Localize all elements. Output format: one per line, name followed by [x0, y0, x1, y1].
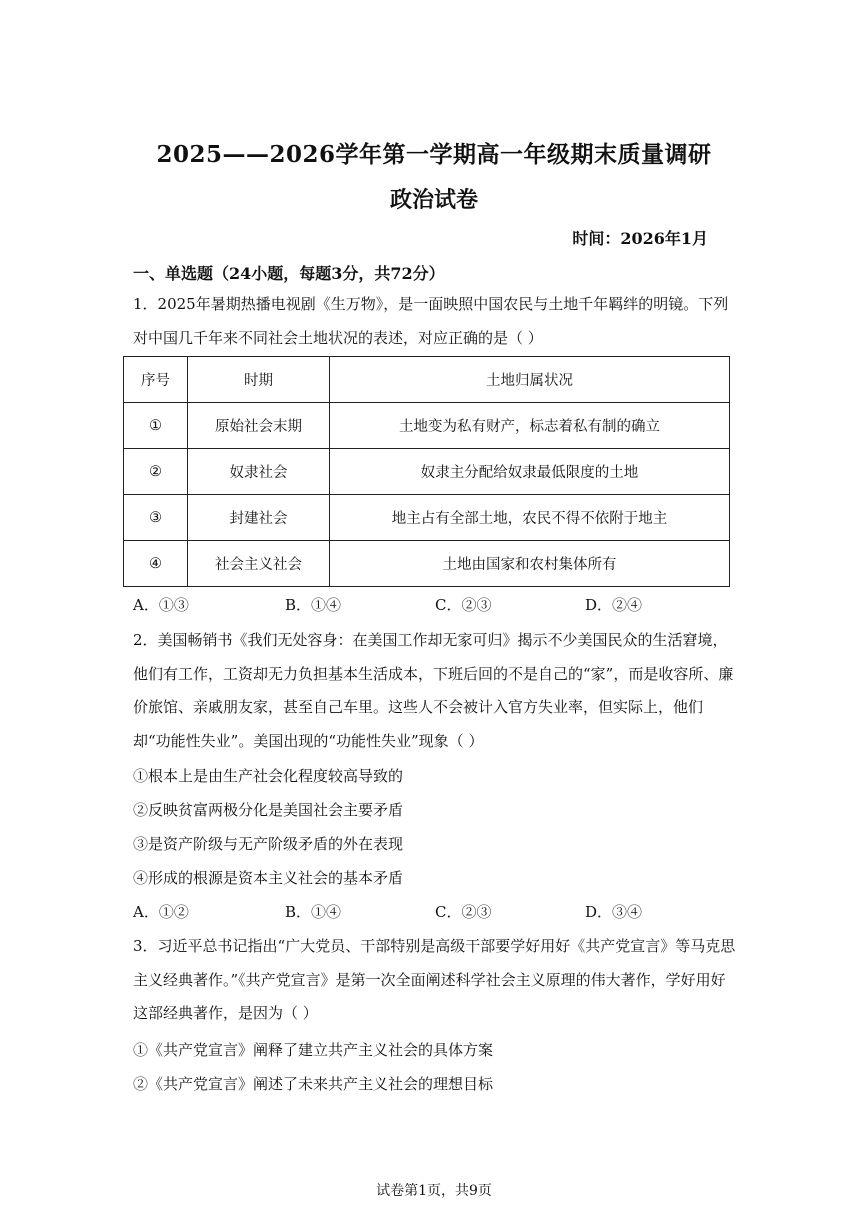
option-c: C．②③ [435, 903, 492, 921]
table-cell: 社会主义社会 [188, 541, 330, 587]
exam-title: 2025——2026学年第一学期高一年级期末质量调研 [156, 141, 712, 168]
page-footer: 试卷第1页，共9页 [376, 1183, 492, 1199]
question-2-stem: 2．美国畅销书《我们无处容身：在美国工作却无家可归》揭示不少美国民众的生活窘境，他们有工作，工资却无力负担基本生活成本，下班后回的不是自己的“家”，而是收容所、廉价旅馆、亲戚朋友家，甚至自己车里。这些人不会被计入官方失业率，但实际上，他们却“功能性失业”。美国出现的“功能性失业”现象（ ） [133, 631, 734, 750]
option-c: C．②③ [435, 596, 492, 614]
table-row [124, 403, 730, 449]
table-header-row [124, 357, 730, 403]
table-cell: 奴隶社会 [188, 449, 330, 495]
question-2-item-2: ②反映贫富两极分化是美国社会主要矛盾 [133, 801, 404, 819]
table-row [124, 495, 730, 541]
option-d: D．②④ [585, 596, 643, 614]
exam-date: 时间：2026年1月 [572, 229, 708, 248]
table-row [124, 449, 730, 495]
question-2-item-4: ④形成的根源是资本主义社会的基本矛盾 [133, 869, 404, 887]
section-heading: 一、单选题（24小题，每题3分，共72分） [133, 264, 445, 283]
question-1-table [123, 356, 730, 587]
table-header-cell: 土地归属状况 [330, 357, 730, 403]
question-2-options [133, 901, 693, 923]
question-3-stem: 3．习近平总书记指出“广大党员、干部特别是高级干部要学好用好《共产党宣言》等马克思主义经典著作。”《共产党宣言》是第一次全面阐述科学社会主义原理的伟大著作，学好用好这部经典著作，是因为（ ） [133, 937, 736, 1022]
table-header-cell: 序号 [124, 357, 188, 403]
table-cell: 土地由国家和农村集体所有 [330, 541, 730, 587]
question-1-stem: 1．2025年暑期热播电视剧《生万物》，是一面映照中国农民与土地千年羁绊的明镜。下列对中国几千年来不同社会土地状况的表述，对应正确的是（ ） [133, 295, 729, 347]
option-b: B．①④ [285, 596, 342, 614]
table-cell: ③ [124, 495, 188, 541]
table-row [124, 541, 730, 587]
question-3-item-2: ②《共产党宣言》阐述了未来共产主义社会的理想目标 [133, 1075, 494, 1093]
question-3-item-1: ①《共产党宣言》阐释了建立共产主义社会的具体方案 [133, 1041, 494, 1059]
question-2-item-3: ③是资产阶级与无产阶级矛盾的外在表现 [133, 835, 404, 853]
option-a: A．①② [133, 903, 189, 921]
table-cell: 地主占有全部土地，农民不得不依附于地主 [330, 495, 730, 541]
table-cell: ④ [124, 541, 188, 587]
question-2-item-1: ①根本上是由生产社会化程度较高导致的 [133, 767, 404, 785]
table-cell: 封建社会 [188, 495, 330, 541]
table-cell: ② [124, 449, 188, 495]
option-b: B．①④ [285, 903, 342, 921]
table-cell: 土地变为私有财产，标志着私有制的确立 [330, 403, 730, 449]
option-a: A．①③ [133, 596, 189, 614]
table-cell: ① [124, 403, 188, 449]
table-cell: 原始社会末期 [188, 403, 330, 449]
option-d: D．③④ [585, 903, 643, 921]
question-1-options [133, 594, 693, 616]
table-header-cell: 时期 [188, 357, 330, 403]
exam-subject: 政治试卷 [389, 187, 478, 213]
table-cell: 奴隶主分配给奴隶最低限度的土地 [330, 449, 730, 495]
